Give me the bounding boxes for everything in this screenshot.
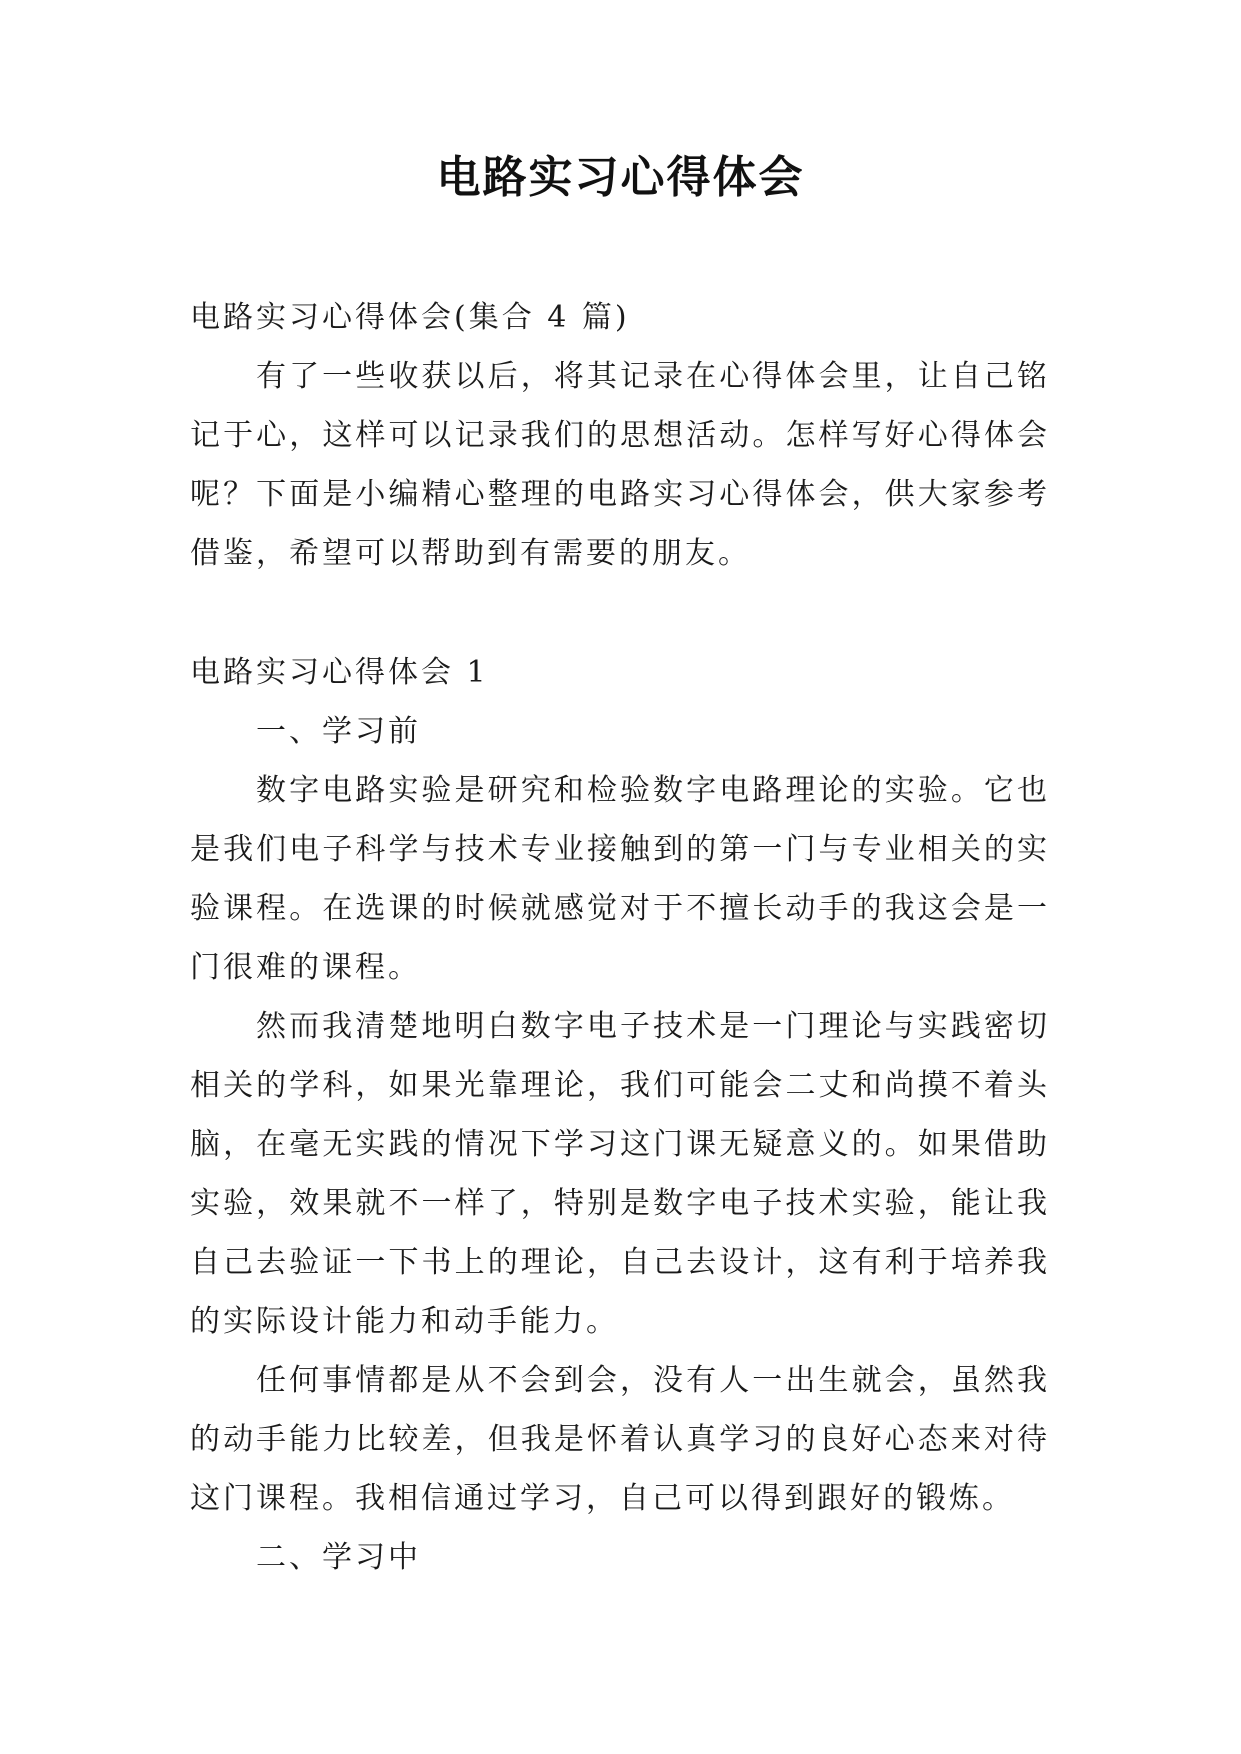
heading-before-study: 一、学习前: [256, 714, 421, 749]
document-title: 电路实习心得体会: [436, 152, 805, 203]
document-subtitle: 电路实习心得体会(集合 4 篇): [190, 300, 630, 335]
heading-during-study: 二、学习中: [256, 1540, 421, 1575]
intro-paragraph: 有了一些收获以后，将其记录在心得体会里，让自己铭记于心，这样可以记录我们的思想活动。怎样写好心得体会呢？下面是小编精心整理的电路实习心得体会，供大家参考借鉴，希望可以帮助到有需要的朋友。: [190, 359, 1050, 571]
section-gap: [190, 583, 1050, 643]
paragraph-1: 数字电路实验是研究和检验数字电路理论的实验。它也是我们电子科学与技术专业接触到的第一门与专业相关的实验课程。在选课的时候就感觉对于不擅长动手的我这会是一门很难的课程。: [190, 773, 1050, 985]
document-body: [190, 288, 1050, 1587]
paragraph-3: 任何事情都是从不会到会，没有人一出生就会，虽然我的动手能力比较差，但我是怀着认真学习的良好心态来对待这门课程。我相信通过学习，自己可以得到跟好的锻炼。: [190, 1363, 1050, 1516]
paragraph-2: 然而我清楚地明白数字电子技术是一门理论与实践密切相关的学科，如果光靠理论，我们可能会二丈和尚摸不着头脑，在毫无实践的情况下学习这门课无疑意义的。如果借助实验，效果就不一样了，特别是数字电子技术实验，能让我自己去验证一下书上的理论，自己去设计，这有利于培养我的实际设计能力和动手能力。: [190, 1009, 1050, 1339]
section-title: 电路实习心得体会 1: [190, 655, 489, 690]
